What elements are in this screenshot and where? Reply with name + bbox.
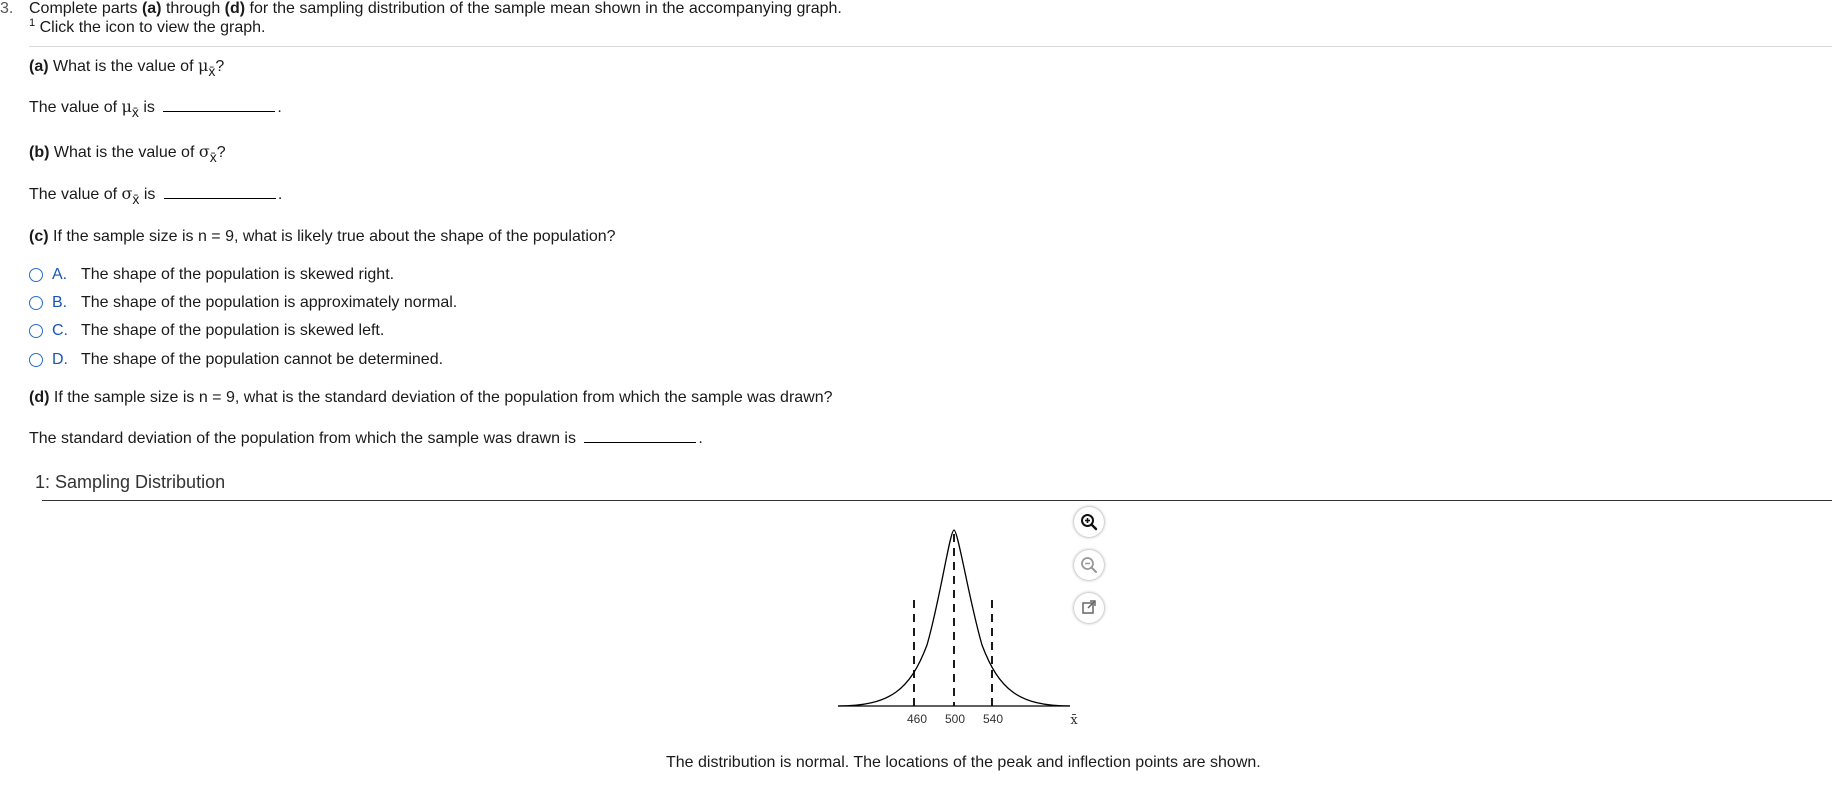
part-d-question: (d) If the sample size is n = 9, what is the standard deviation of the population from which the sample was drawn? [29, 389, 833, 406]
part-b-answer: The value of σx̄ is . [29, 184, 283, 207]
part-b-answer-blank[interactable] [164, 184, 276, 199]
option-c[interactable]: C. The shape of the population is skewed left. [29, 322, 384, 340]
part-a-answer: The value of μx̄ is . [29, 97, 282, 120]
question-intro: Complete parts (a) through (d) for the sampling distribution of the sample mean shown in the accompanying graph. [29, 0, 842, 17]
figure-title: 1: Sampling Distribution [35, 472, 226, 492]
option-d[interactable]: D. The shape of the population cannot be determined. [29, 351, 443, 369]
part-c-question: (c) If the sample size is n = 9, what is likely true about the shape of the population? [29, 228, 616, 245]
part-a-question: (a) What is the value of μx̄? [29, 56, 225, 79]
zoom-in-button[interactable] [1074, 507, 1104, 537]
option-c-radio[interactable] [29, 324, 43, 338]
axis-label: x̄ [1070, 713, 1078, 728]
note-footnote: 1 [29, 17, 36, 29]
option-a-radio[interactable] [29, 268, 43, 282]
figure-divider [42, 500, 1832, 501]
part-d-answer-blank[interactable] [584, 428, 696, 443]
part-a-answer-blank[interactable] [163, 97, 275, 112]
tick-label-540: 540 [982, 712, 1004, 726]
figure-caption: The distribution is normal. The locations of the peak and inflection points are shown. [666, 754, 1261, 771]
normal-curve-graph [830, 520, 1090, 730]
graph-note[interactable] [29, 19, 265, 37]
option-b[interactable]: B. The shape of the population is approximately normal. [29, 294, 457, 312]
note-text: Click the icon to view the graph. [39, 19, 266, 36]
tick-label-500: 500 [944, 712, 966, 726]
popout-icon [1080, 599, 1098, 617]
popout-button[interactable] [1074, 593, 1104, 623]
part-b-question: (b) What is the value of σx̄? [29, 142, 226, 165]
option-d-radio[interactable] [29, 353, 43, 367]
zoom-out-button[interactable] [1074, 550, 1104, 580]
question-number: 3. [0, 0, 14, 17]
option-a[interactable]: A. The shape of the population is skewed right. [29, 266, 394, 284]
zoom-in-icon [1079, 512, 1099, 532]
tick-label-460: 460 [906, 712, 928, 726]
option-b-radio[interactable] [29, 296, 43, 310]
part-d-answer: The standard deviation of the population from which the sample was drawn is . [29, 430, 703, 447]
header-divider [29, 46, 1832, 47]
zoom-out-icon [1079, 555, 1099, 575]
